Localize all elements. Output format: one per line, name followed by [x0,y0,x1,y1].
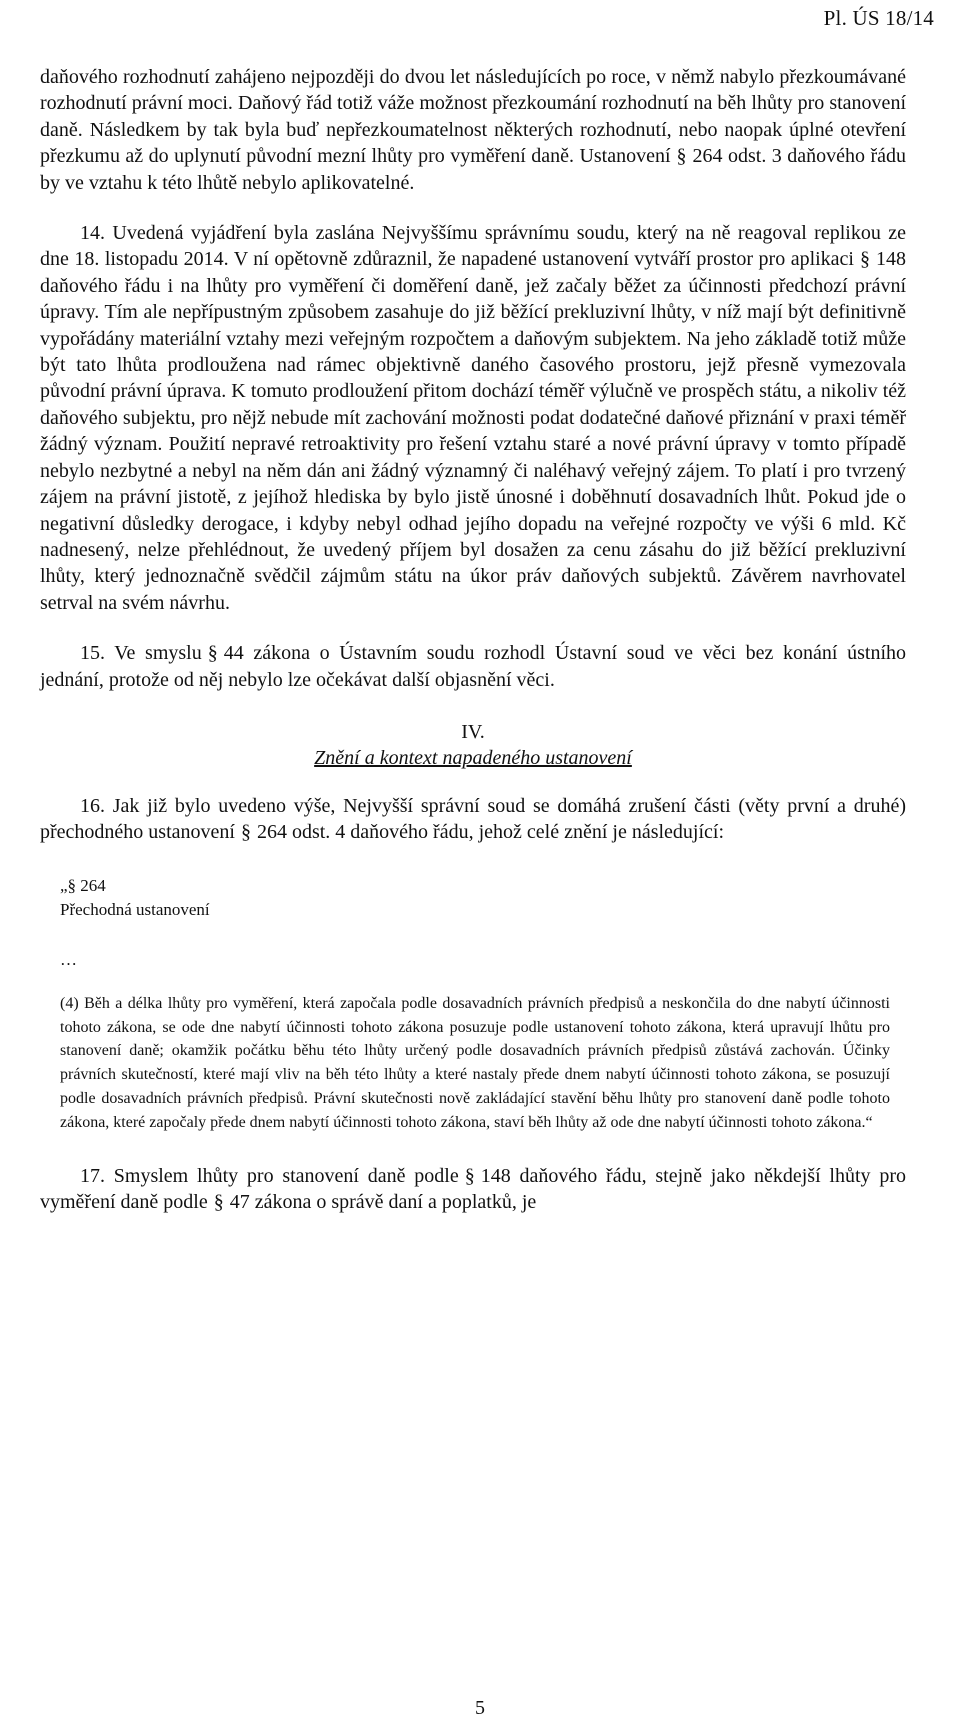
section-sign: § [464,1164,475,1187]
paragraph-text: Smyslem lhůty pro stanovení daně podle [113,1164,459,1187]
case-reference: Pl. ÚS 18/14 [823,6,934,30]
quote-body: (4) Běh a délka lhůty pro vyměření, která započala podle dosavadních právních předpisů a neskončila do dne nabytí účinnosti tohoto zákona, se ode dne nabytí účinnosti tohoto zákona posuzuje podle ustanovení tohoto zákona, která upravují lhůtu pro stanovení daně; okamžik počátku běhu této lhůty určený podle dosavadních právních předpisů zůstává zachován. Účinky právních skutečností, které mají vliv na běh této lhůty a které nastaly přede dnem nabytí účinnosti tohoto zákona, se posuzují podle dosavadních právních předpisů. Právní skutečnosti nově zakládající stavění běhu lhůty pro stanovení daně podle tohoto zákona, které započaly přede dnem nabytí účinnosti tohoto zákona, staví běh lhůty až ode dne nabytí účinnosti tohoto zákona.“ [60,994,890,1131]
document-body [40,64,906,1215]
paragraph-14 [40,220,906,616]
paragraph-15 [40,640,906,693]
paragraph-text: 264 odst. 3 daňového řádu by ve vztahu k této lhůtě nebylo aplikovatelné. [40,145,907,194]
paragraph-17 [40,1163,906,1216]
quote-open-mark: „ [60,875,68,895]
section-sign: § [67,875,77,895]
paragraph-number: 14. [80,222,105,245]
paragraph-text: 44 zákona o Ústavním soudu rozhodl Ústavní soud ve věci bez konání ústního jednání, protože od něj nebylo lze očekávat další objasnění věci. [40,642,907,691]
paragraph-13-tail [40,64,906,196]
quoted-provision [60,874,890,1135]
paragraph-16 [40,793,906,846]
quote-heading: Přechodná ustanovení [60,899,210,919]
section-title: Znění a kontext napadeného ustanovení [314,746,632,769]
paragraph-text: Uvedená vyjádření byla zaslána Nejvyššímu správnímu soudu, který na ně reagoval replikou ze dne 18. listopadu 2014. V ní opětovně zdůraznil, že napadené ustanovení vytváří prostor pro aplikaci [40,222,906,271]
paragraph-text: 148 daňového řádu i na lhůty pro vyměření či doměření daně, jež začaly běžet za účinnosti předchozí právní úpravy. Tím ale nepřípustným způsobem zasahuje do již běžící prekluzivní lhůty, v níž mají být definitivně vypořádány materiální vztahy mezi veřejným rozpočtem a daňovým subjektem. Na jeho základě totiž může být tato lhůta prodloužena nad rámec objektivně daného časového prostoru, jejž přesně vymezovala původní právní úprava. K tomuto prodloužení přitom dochází téměř výlučně ve prospěch státu, a nikoliv též daňového subjektu, pro nějž nebude mít zachování možnosti podat dodatečné daňové přiznání v praxi téměř žádný význam. Použití nepravé retroaktivity pro řešení vztahu staré a nové právní úpravy v tomto případě nebylo nezbytné a nebyl na něm dán ani žádný významný či naléhavý veřejný zájem. To platí i pro tvrzený zájem na právní jistotě, z jejíhož hlediska by bylo jistě únosné i doběhnutí dosavadních lhůt. Pokud jde o negativní důsledky derogace, i kdyby nebyl odhad jejího dopadu na veřejné rozpočty ve výši 6 mld. Kč nadnesený, nelze přehlédnout, že uvedený příjem byl dosažen za cenu zásahu do již běžící prekluzivní lhůty, který jednoznačně svědčil zájmům státu na úkor práv daňových subjektů. Závěrem navrhovatel setrval na svém návrhu. [40,248,906,614]
paragraph-number: 17. [80,1164,105,1187]
paragraph-text: 148 daňového řádu, stejně jako někdejší lhůty pro vyměření daně podle [40,1164,906,1213]
paragraph-text: daňového rozhodnutí zahájeno nejpozději do dvou let následujících po roce, v němž nabylo přezkoumávané rozhodnutí právní moci. Daňový řád totiž váže možnost přezkoumání rozhodnutí na běh lhůty pro stanovení daně. Následkem by tak byla buď nepřezkoumatelnost některých rozhodnutí, nebo naopak úplné otevření přezkumu až do uplynutí původní mezní lhůty pro vyměření daně. Ustanovení [40,66,906,168]
paragraph-number: 16. [80,794,105,817]
quote-ellipsis: … [60,949,77,969]
paragraph-text: 47 zákona o správě daní a poplatků, je [229,1190,537,1213]
page-number: 5 [475,1697,485,1719]
section-sign: § [240,821,251,844]
paragraph-text: 264 odst. 4 daňového řádu, jehož celé znění je následující: [256,821,725,844]
paragraph-text: Ve smyslu [114,642,202,665]
paragraph-text: Jak již bylo uvedeno výše, Nejvyšší správní soud se domáhá zrušení části (věty první a druhé) přechodného ustanovení [40,794,906,844]
quote-section-number: 264 [80,875,106,895]
section-sign: § [213,1190,224,1213]
section-sign: § [860,248,870,271]
section-sign: § [207,642,218,665]
section-sign: § [676,145,687,168]
section-roman-numeral: IV. [461,720,485,743]
quote-section-heading [60,874,890,898]
paragraph-number: 15. [80,642,105,665]
